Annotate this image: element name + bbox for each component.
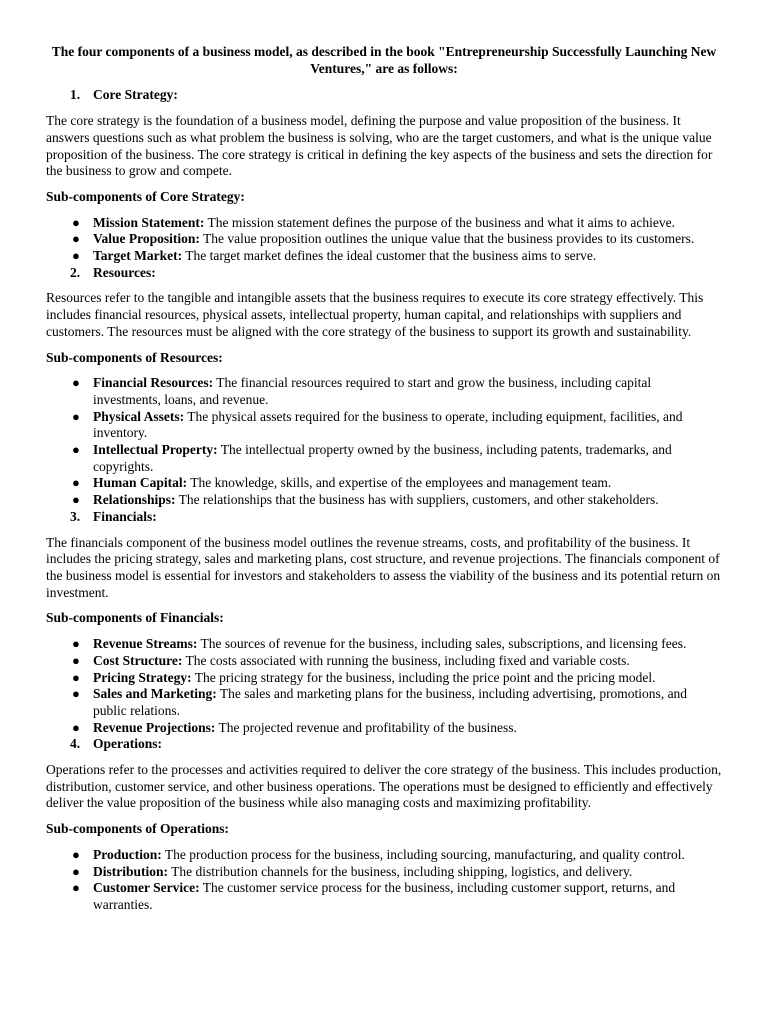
bullet-icon: ● [72,863,80,879]
item-term: Customer Service: [93,880,200,896]
list-item [46,653,722,670]
bullet-icon: ● [72,880,80,896]
list-item [46,475,722,492]
bullet-icon: ● [72,686,80,702]
item-term: Revenue Streams: [93,636,198,652]
sub-components-heading: Sub-components of Resources: [46,349,223,365]
section-heading-label: Operations: [93,736,162,752]
item-term: Pricing Strategy: [93,669,192,685]
sub-components-heading: Sub-components of Operations: [46,821,230,837]
list-item [46,442,722,475]
item-description: The costs associated with running the business, including fixed and variable costs. [182,652,630,668]
item-term: Cost Structure: [93,652,183,668]
item-description: The distribution channels for the business, including shipping, logistics, and delivery. [168,863,633,879]
item-description: The sales and marketing plans for the business, including advertising, promotions, and public relations. [93,686,688,718]
list-item [46,880,722,913]
list-item [46,686,722,719]
sub-components-heading: Sub-components of Core Strategy: [46,188,245,204]
list-item [46,248,722,265]
bullet-icon: ● [72,408,80,424]
section-paragraph: The financials component of the business model outlines the revenue streams, costs, and profitability of the business. It includes the pricing strategy, sales and marketing plans, cost structure, and revenue projections. The financials component of the business model is essential for investors and stakeholders to assess the viability of the business and its potential return on investment. [46,534,721,600]
item-description: The customer service process for the business, including customer support, returns, and warranties. [93,880,676,912]
list-item [46,636,722,653]
bullet-icon: ● [72,375,80,391]
list-item [46,215,722,232]
item-term: Target Market: [93,248,183,264]
sub-components-list [46,375,722,509]
section-heading-label: Core Strategy: [93,87,178,103]
item-description: The sources of revenue for the business, including sales, subscriptions, and licensing fees. [197,636,687,652]
bullet-icon: ● [72,719,80,735]
bullet-icon: ● [72,669,80,685]
sub-components-list [46,215,722,265]
section-paragraph: Resources refer to the tangible and intangible assets that the business requires to execute its core strategy effectively. This includes financial resources, physical assets, intellectual property, human capital, and relationships with suppliers and customers. The resources must be aligned with the core strategy of the business to support its growth and sustainability. [46,290,704,339]
item-description: The intellectual property owned by the business, including patents, trademarks, and copyrights. [93,442,672,474]
list-item [46,720,722,737]
item-term: Distribution: [93,863,169,879]
list-item [46,409,722,442]
item-description: The knowledge, skills, and expertise of the employees and management team. [187,475,612,491]
section-paragraph: Operations refer to the processes and activities required to deliver the core strategy of the business. This includes production, distribution, customer service, and other business operations. The operations must be designed to efficiently and effectively deliver the value proposition of the business while also managing costs and maximizing profitability. [46,762,722,811]
bullet-icon: ● [72,846,80,862]
item-description: The financial resources required to start and grow the business, including capital investments, loans, and revenue. [93,375,652,407]
bullet-icon: ● [72,475,80,491]
item-description: The relationships that the business has with suppliers, customers, and other stakeholders. [175,492,659,508]
item-term: Revenue Projections: [93,719,216,735]
list-item [46,375,722,408]
item-description: The mission statement defines the purpose of the business and what it aims to achieve. [204,214,676,230]
list-item [46,847,722,864]
bullet-icon: ● [72,214,80,230]
section-number: 3. [70,508,81,524]
list-item [46,492,722,509]
list-item [46,231,722,248]
bullet-icon: ● [72,231,80,247]
item-term: Physical Assets: [93,408,185,424]
bullet-icon: ● [72,636,80,652]
item-term: Relationships: [93,492,176,508]
document-title: The four components of a business model, as described in the book "Entrepreneurship Successfully Launching New Ventures," are as follows: [51,44,717,76]
section-heading-label: Resources: [93,264,156,280]
item-term: Financial Resources: [93,375,214,391]
item-description: The target market defines the ideal customer that the business aims to serve. [182,248,597,264]
item-term: Mission Statement: [93,214,205,230]
section-heading-core-strategy [46,87,722,104]
section-paragraph: The core strategy is the foundation of a business model, defining the purpose and value proposition of the business. It answers questions such as what problem the business is solving, who are the target customers, and what is the unique value proposition of the business. The core strategy is critical in defining the key aspects of the business and sets the direction for the business to grow and compete. [46,113,713,179]
bullet-icon: ● [72,248,80,264]
section-number: 1. [70,87,81,103]
section-number: 2. [70,264,81,280]
sub-components-list [46,636,722,736]
list-item [46,864,722,881]
section-heading-financials [46,509,722,526]
item-description: The production process for the business, including sourcing, manufacturing, and quality control. [161,846,685,862]
item-description: The physical assets required for the business to operate, including equipment, facilities, and inventory. [93,408,683,441]
bullet-icon: ● [72,492,80,508]
item-description: The value proposition outlines the unique value that the business provides to its customers. [199,231,695,247]
item-term: Human Capital: [93,475,188,491]
item-term: Intellectual Property: [93,442,218,458]
item-description: The projected revenue and profitability of the business. [215,719,517,735]
list-item [46,670,722,687]
bullet-icon: ● [72,442,80,458]
item-term: Sales and Marketing: [93,686,217,702]
item-term: Value Proposition: [93,231,200,247]
section-heading-label: Financials: [93,508,157,524]
item-description: The pricing strategy for the business, including the price point and the pricing model. [191,669,656,685]
section-heading-resources [46,265,722,282]
sub-components-heading: Sub-components of Financials: [46,610,224,626]
bullet-icon: ● [72,652,80,668]
section-number: 4. [70,736,81,752]
item-term: Production: [93,846,162,862]
sub-components-list [46,847,722,914]
section-heading-operations [46,736,722,753]
